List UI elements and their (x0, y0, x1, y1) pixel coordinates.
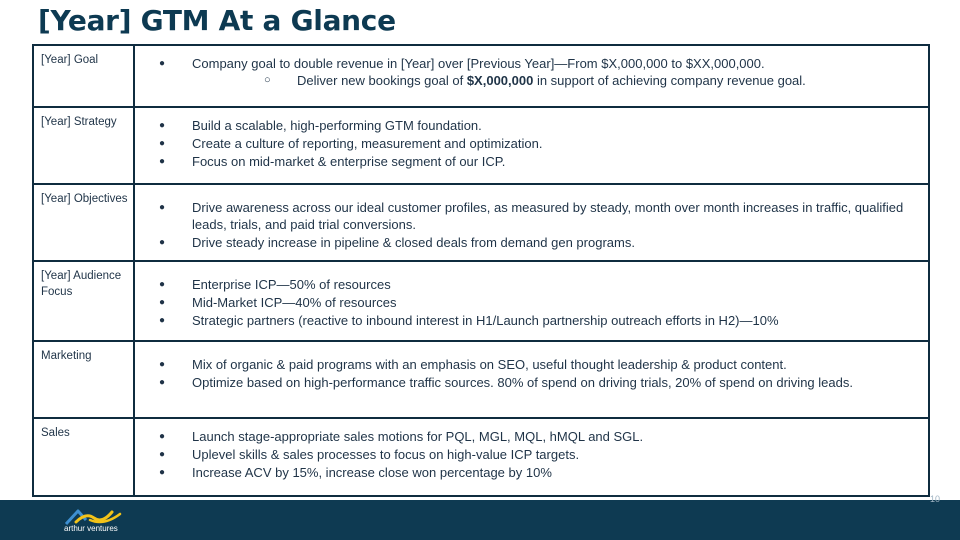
arthur-ventures-logo (64, 508, 134, 536)
bullet-item: ● Enterprise ICP—50% of resources (135, 276, 920, 293)
table-row-strategy (33, 107, 929, 184)
row-content (134, 418, 929, 496)
bullet-item: ● Company goal to double revenue in [Year] over [Previous Year]—From $X,000,000 to $XX,000,000. ○ Deliver new bookings goal of $X,000,000 in support of achieving company revenue goal. (135, 55, 920, 89)
row-label: [Year] Audience Focus (33, 261, 134, 341)
bullet-item: ● Strategic partners (reactive to inbound interest in H1/Launch partnership outreach efforts in H2)—10% (135, 312, 920, 329)
row-content (134, 45, 929, 107)
sub-bullet-item: ○ Deliver new bookings goal of $X,000,000 in support of achieving company revenue goal. (192, 72, 920, 89)
table-row-marketing (33, 341, 929, 418)
bullet-item: ● Mix of organic & paid programs with an emphasis on SEO, useful thought leadership & product content. (135, 356, 920, 373)
table-row-objectives (33, 184, 929, 261)
row-label: [Year] Objectives (33, 184, 134, 261)
row-content (134, 184, 929, 261)
row-label: Sales (33, 418, 134, 496)
bullet-item: ● Increase ACV by 15%, increase close won percentage by 10% (135, 464, 920, 481)
bullet-item: ● Create a culture of reporting, measurement and optimization. (135, 135, 920, 152)
bullet-item: ● Uplevel skills & sales processes to focus on high-value ICP targets. (135, 446, 920, 463)
row-content (134, 341, 929, 418)
row-content (134, 107, 929, 184)
page-number: 10 (929, 494, 940, 504)
row-label: Marketing (33, 341, 134, 418)
logo-text: arthur ventures (64, 524, 118, 533)
bullet-item: ● Drive awareness across our ideal customer profiles, as measured by steady, month over month increases in traffic, qualified leads, trials, and paid trial conversions. (135, 199, 920, 233)
bullet-item: ● Drive steady increase in pipeline & closed deals from demand gen programs. (135, 234, 920, 251)
table-row-sales (33, 418, 929, 496)
bullet-item: ● Optimize based on high-performance traffic sources. 80% of spend on driving trials, 20% of spend on driving leads. (135, 374, 920, 391)
bullet-item: ● Launch stage-appropriate sales motions for PQL, MGL, MQL, hMQL and SGL. (135, 428, 920, 445)
row-label: [Year] Strategy (33, 107, 134, 184)
table-row-goal (33, 45, 929, 107)
bullet-item: ● Focus on mid-market & enterprise segment of our ICP. (135, 153, 920, 170)
bullet-item: ● Mid-Market ICP—40% of resources (135, 294, 920, 311)
bullet-item: ● Build a scalable, high-performing GTM foundation. (135, 117, 920, 134)
slide-title: [Year] GTM At a Glance (38, 4, 396, 37)
table-row-audience-focus (33, 261, 929, 341)
gtm-table (32, 44, 930, 497)
row-content (134, 261, 929, 341)
row-label: [Year] Goal (33, 45, 134, 107)
footer-bar (0, 494, 960, 540)
